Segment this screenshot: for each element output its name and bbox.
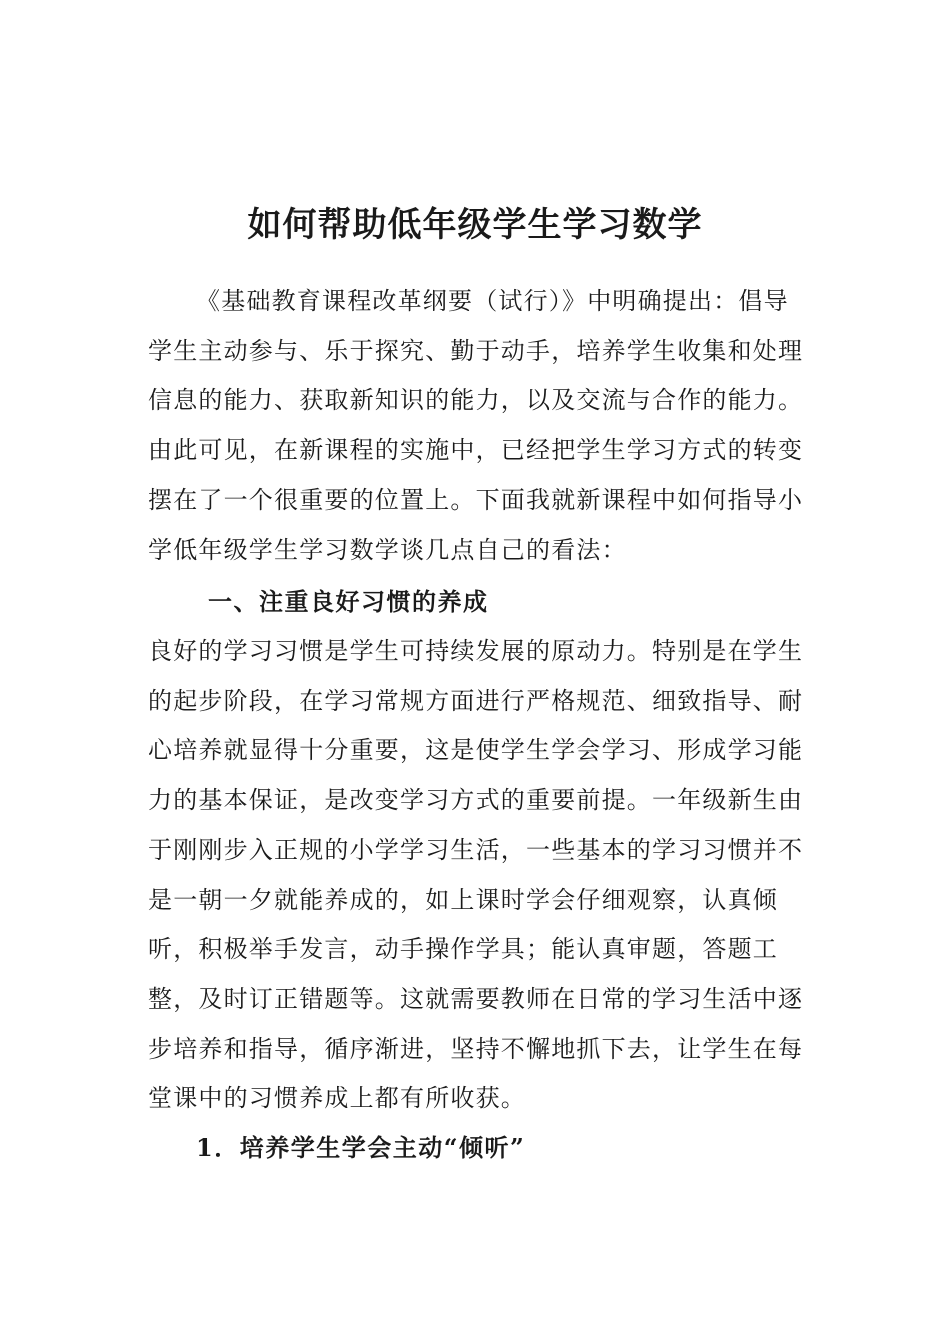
intro-paragraph: 《基础教育课程改革纲要（试行）》中明确提出：倡导学生主动参与、乐于探究、勤于动手，培养学生收集和处理信息的能力、获取新知识的能力，以及交流与合作的能力。由此可见，在新课程的实施中，已经把学生学习方式的转变摆在了一个很重要的位置上。下面我就新课程中如何指导小学低年级学生学习数学谈几点自己的看法： [148, 287, 804, 564]
section-paragraph: 良好的学习习惯是学生可持续发展的原动力。特别是在学生的起步阶段，在学习常规方面进行严格规范、细致指导、耐心培养就显得十分重要，这是使学生学会学习、形成学习能力的基本保证，是改变学习方式的重要前提。一年级新生由于刚刚步入正规的小学学习生活，一些基本的学习习惯并不是一朝一夕就能养成的，如上课时学会仔细观察，认真倾听，积极举手发言，动手操作学具；能认真审题，答题工整，及时订正错题等。这就需要教师在日常的学习生活中逐步培养和指导，循序渐进，坚持不懈地抓下去，让学生在每堂课中的习惯养成上都有所收获。 [148, 637, 804, 1113]
sub-heading: 1．培养学生学会主动“倾听” [196, 1133, 526, 1162]
document-title: 如何帮助低年级学生学习数学 [247, 204, 703, 245]
section-heading: 一、注重良好习惯的养成 [208, 587, 489, 616]
